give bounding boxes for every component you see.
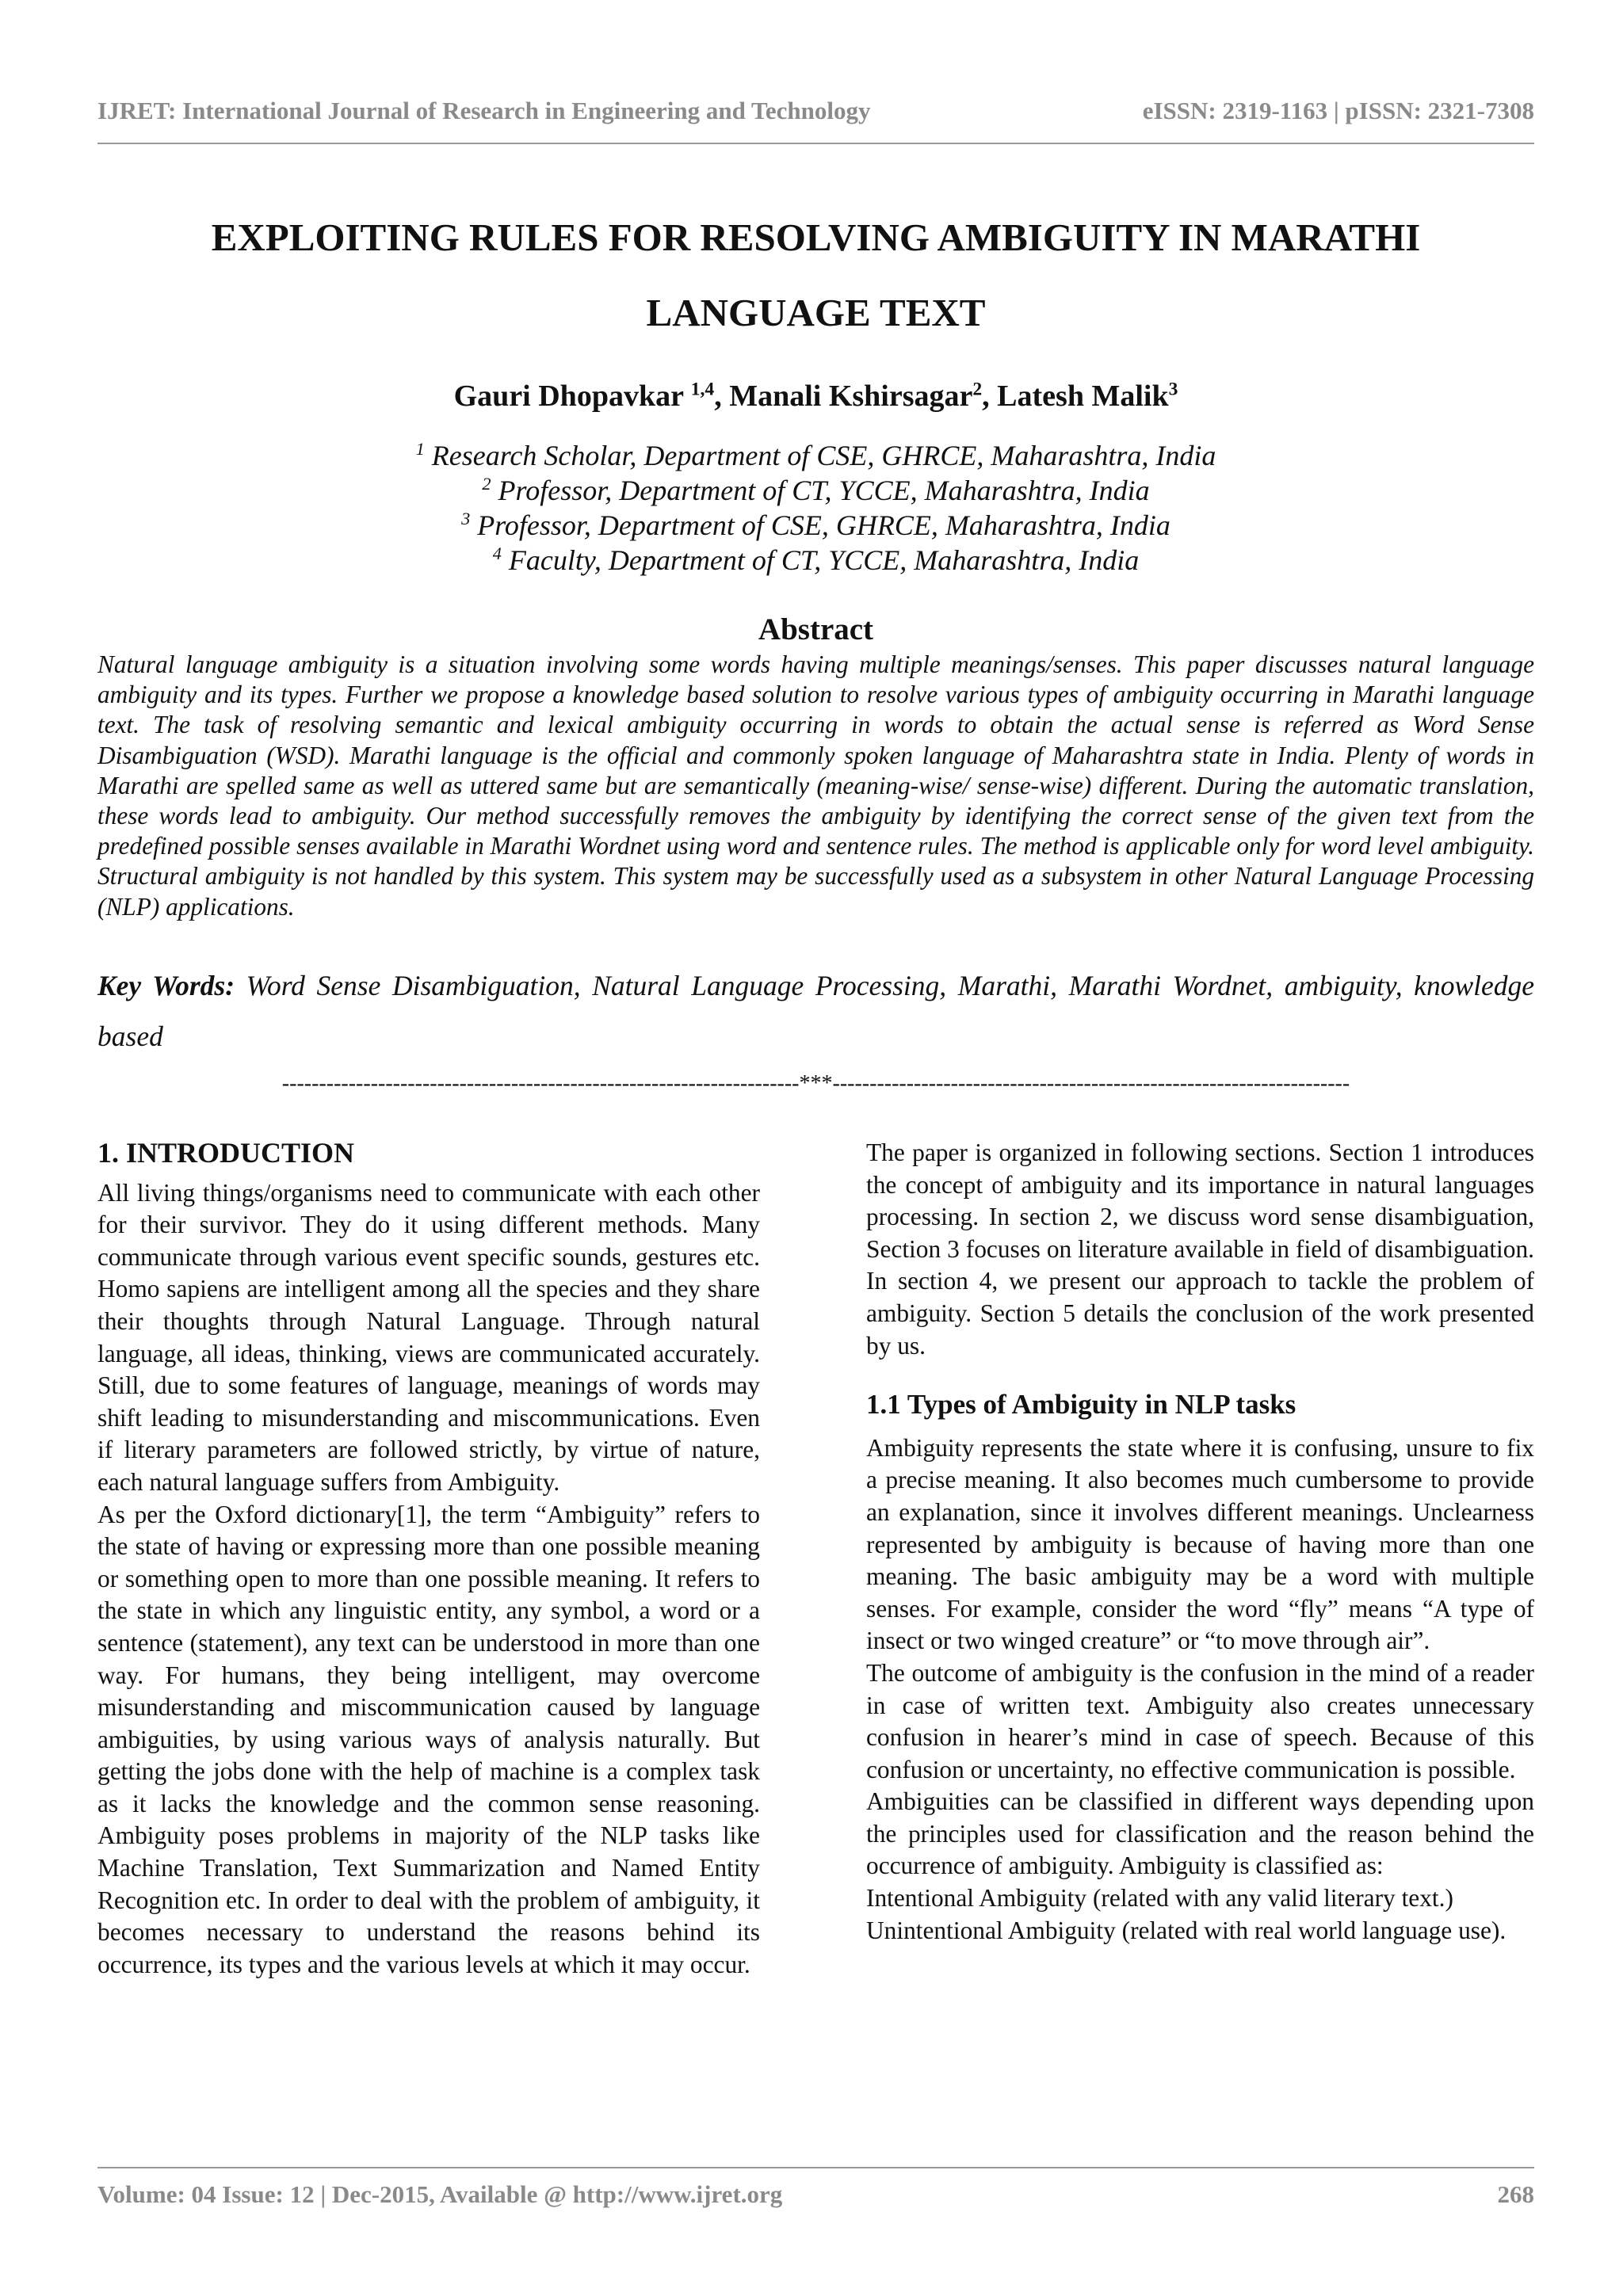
running-header: [97, 97, 1534, 125]
journal-name: IJRET: International Journal of Research in Engineering and Technology: [97, 97, 871, 124]
affil-text: Professor, Department of CT, YCCE, Maharashtra, India: [498, 475, 1150, 506]
running-footer: [97, 2180, 1534, 2209]
footer-rule: [97, 2167, 1534, 2168]
affil-number: 4: [492, 543, 502, 563]
affil-text: Faculty, Department of CT, YCCE, Maharashtra, India: [508, 544, 1140, 576]
keywords: [97, 960, 1534, 1062]
page-number: 268: [1497, 2180, 1534, 2208]
affil-number: 3: [461, 509, 471, 528]
affiliations: [97, 438, 1534, 578]
author-affil-mark: 2: [972, 379, 983, 400]
issn: eISSN: 2319-1163 | pISSN: 2321-7308: [1142, 97, 1534, 124]
author-affil-mark: 3: [1168, 379, 1178, 400]
author-affil-mark: 1,4: [690, 379, 715, 400]
abstract-heading: Abstract: [758, 612, 874, 646]
author-list: [97, 379, 1534, 414]
affil-text: Professor, Department of CSE, GHRCE, Maharashtra, India: [477, 509, 1170, 541]
author-name: Gauri Dhopavkar: [453, 379, 684, 413]
affiliation-line: [97, 438, 1534, 473]
left-column: [97, 1137, 760, 1981]
section-heading: 1. INTRODUCTION: [97, 1137, 355, 1169]
affil-number: 1: [415, 439, 425, 459]
paragraph: All living things/organisms need to communicate with each other for their survivor. They do it using different methods. Many communicate through various event specific sounds, gestures etc. Homo sapiens are intelligent among all the species and they share their thoughts through Natural Language. Through natural language, all ideas, thinking, views are communicated accurately. Still, due to some features of language, meanings of words may shift leading to misunderstanding and miscommunications. Even if literary parameters are followed strictly, by virtue of nature, each natural language suffers from Ambiguity.: [97, 1178, 760, 1496]
right-column: [866, 1137, 1534, 1947]
keywords-text: Word Sense Disambiguation, Natural Language Processing, Marathi, Marathi Wordnet, ambiguity, knowledge based: [97, 970, 1534, 1052]
section-separator: ----------------------------------------------------------------------***----------------------------------------------------------------------: [281, 1071, 1350, 1096]
paragraph: Unintentional Ambiguity (related with real world language use).: [866, 1916, 1507, 1944]
title-line-1: EXPLOITING RULES FOR RESOLVING AMBIGUITY IN MARATHI: [211, 215, 1421, 259]
subsection-heading: 1.1 Types of Ambiguity in NLP tasks: [866, 1389, 1296, 1421]
keywords-label: Key Words:: [97, 970, 235, 1001]
affil-text: Research Scholar, Department of CSE, GHRCE, Maharashtra, India: [431, 440, 1216, 471]
paragraph: The paper is organized in following sections. Section 1 introduces the concept of ambiguity and its importance in natural languages processing. In section 2, we discuss word sense disambiguation, Section 3 focuses on literature available in field of disambiguation. In section 4, we present our approach to tackle the problem of ambiguity. Section 5 details the conclusion of the work presented by us.: [866, 1138, 1534, 1360]
paragraph: As per the Oxford dictionary[1], the term “Ambiguity” refers to the state of having or expressing more than one possible meaning or something open to more than one possible meaning. It refers to the state in which any linguistic entity, any symbol, a word or a sentence (statement), any text can be understood in more than one way. For humans, they being intelligent, may overcome misunderstanding and miscommunication caused by language ambiguities, by using various ways of analysis naturally. But getting the jobs done with the help of machine is a complex task as it lacks the knowledge and the common sense reasoning. Ambiguity poses problems in majority of the NLP tasks like Machine Translation, Text Summarization and Named Entity Recognition etc. In order to deal with the problem of ambiguity, it becomes necessary to understand the reasons behind its occurrence, its types and the various levels at which it may occur.: [97, 1500, 760, 1978]
author-separator: ,: [714, 379, 730, 413]
author-name: Latesh Malik: [997, 379, 1169, 413]
paragraph: Ambiguity represents the state where it is confusing, unsure to fix a precise meaning. It also becomes much cumbersome to provide an explanation, since it involves different meanings. Unclearness represented by ambiguity is because of having more than one meaning. The basic ambiguity may be a word with multiple senses. For example, consider the word “fly” means “A type of insect or two winged creature” or “to move through air”.: [866, 1433, 1534, 1655]
paper-title: [97, 200, 1534, 350]
affiliation-line: [97, 508, 1534, 543]
abstract-text: Natural language ambiguity is a situation involving some words having multiple meanings/senses. This paper discusses natural language ambiguity and its types. Further we propose a knowledge based solution to resolve various types of ambiguity occurring in Marathi language text. The task of resolving semantic and lexical ambiguity occurring in words to obtain the actual sense is referred as Word Sense Disambiguation (WSD). Marathi language is the official and commonly spoken language of Maharashtra state in India. Plenty of words in Marathi are spelled same as well as uttered same but are semantically (meaning-wise/ sense-wise) different. During the automatic translation, these words lead to ambiguity. Our method successfully removes the ambiguity by identifying the correct sense of the given text from the predefined possible senses available in Marathi Wordnet using word and sentence rules. The method is applicable only for word level ambiguity. Structural ambiguity is not handled by this system. This system may be successfully used as a subsystem in other Natural Language Processing (NLP) applications.: [97, 650, 1534, 921]
affiliation-line: [97, 473, 1534, 508]
paragraph: Intentional Ambiguity (related with any valid literary text.): [866, 1884, 1453, 1913]
author-separator: ,: [982, 379, 998, 413]
author-name: Manali Kshirsagar: [729, 379, 973, 413]
title-line-2: LANGUAGE TEXT: [646, 291, 986, 334]
paragraph: Ambiguities can be classified in different ways depending upon the principles used for classification and the reason behind the occurrence of ambiguity. Ambiguity is classified as:: [866, 1787, 1534, 1880]
affil-number: 2: [482, 474, 491, 494]
paragraph: The outcome of ambiguity is the confusion in the mind of a reader in case of written text. Ambiguity also creates unnecessary confusion in hearer’s mind in case of speech. Because of this confusion or uncertainty, no effective communication is possible.: [866, 1658, 1534, 1783]
volume-info: Volume: 04 Issue: 12 | Dec-2015, Available @ http://www.ijret.org: [97, 2180, 783, 2208]
header-rule: [97, 143, 1534, 144]
affiliation-line: [97, 543, 1534, 578]
